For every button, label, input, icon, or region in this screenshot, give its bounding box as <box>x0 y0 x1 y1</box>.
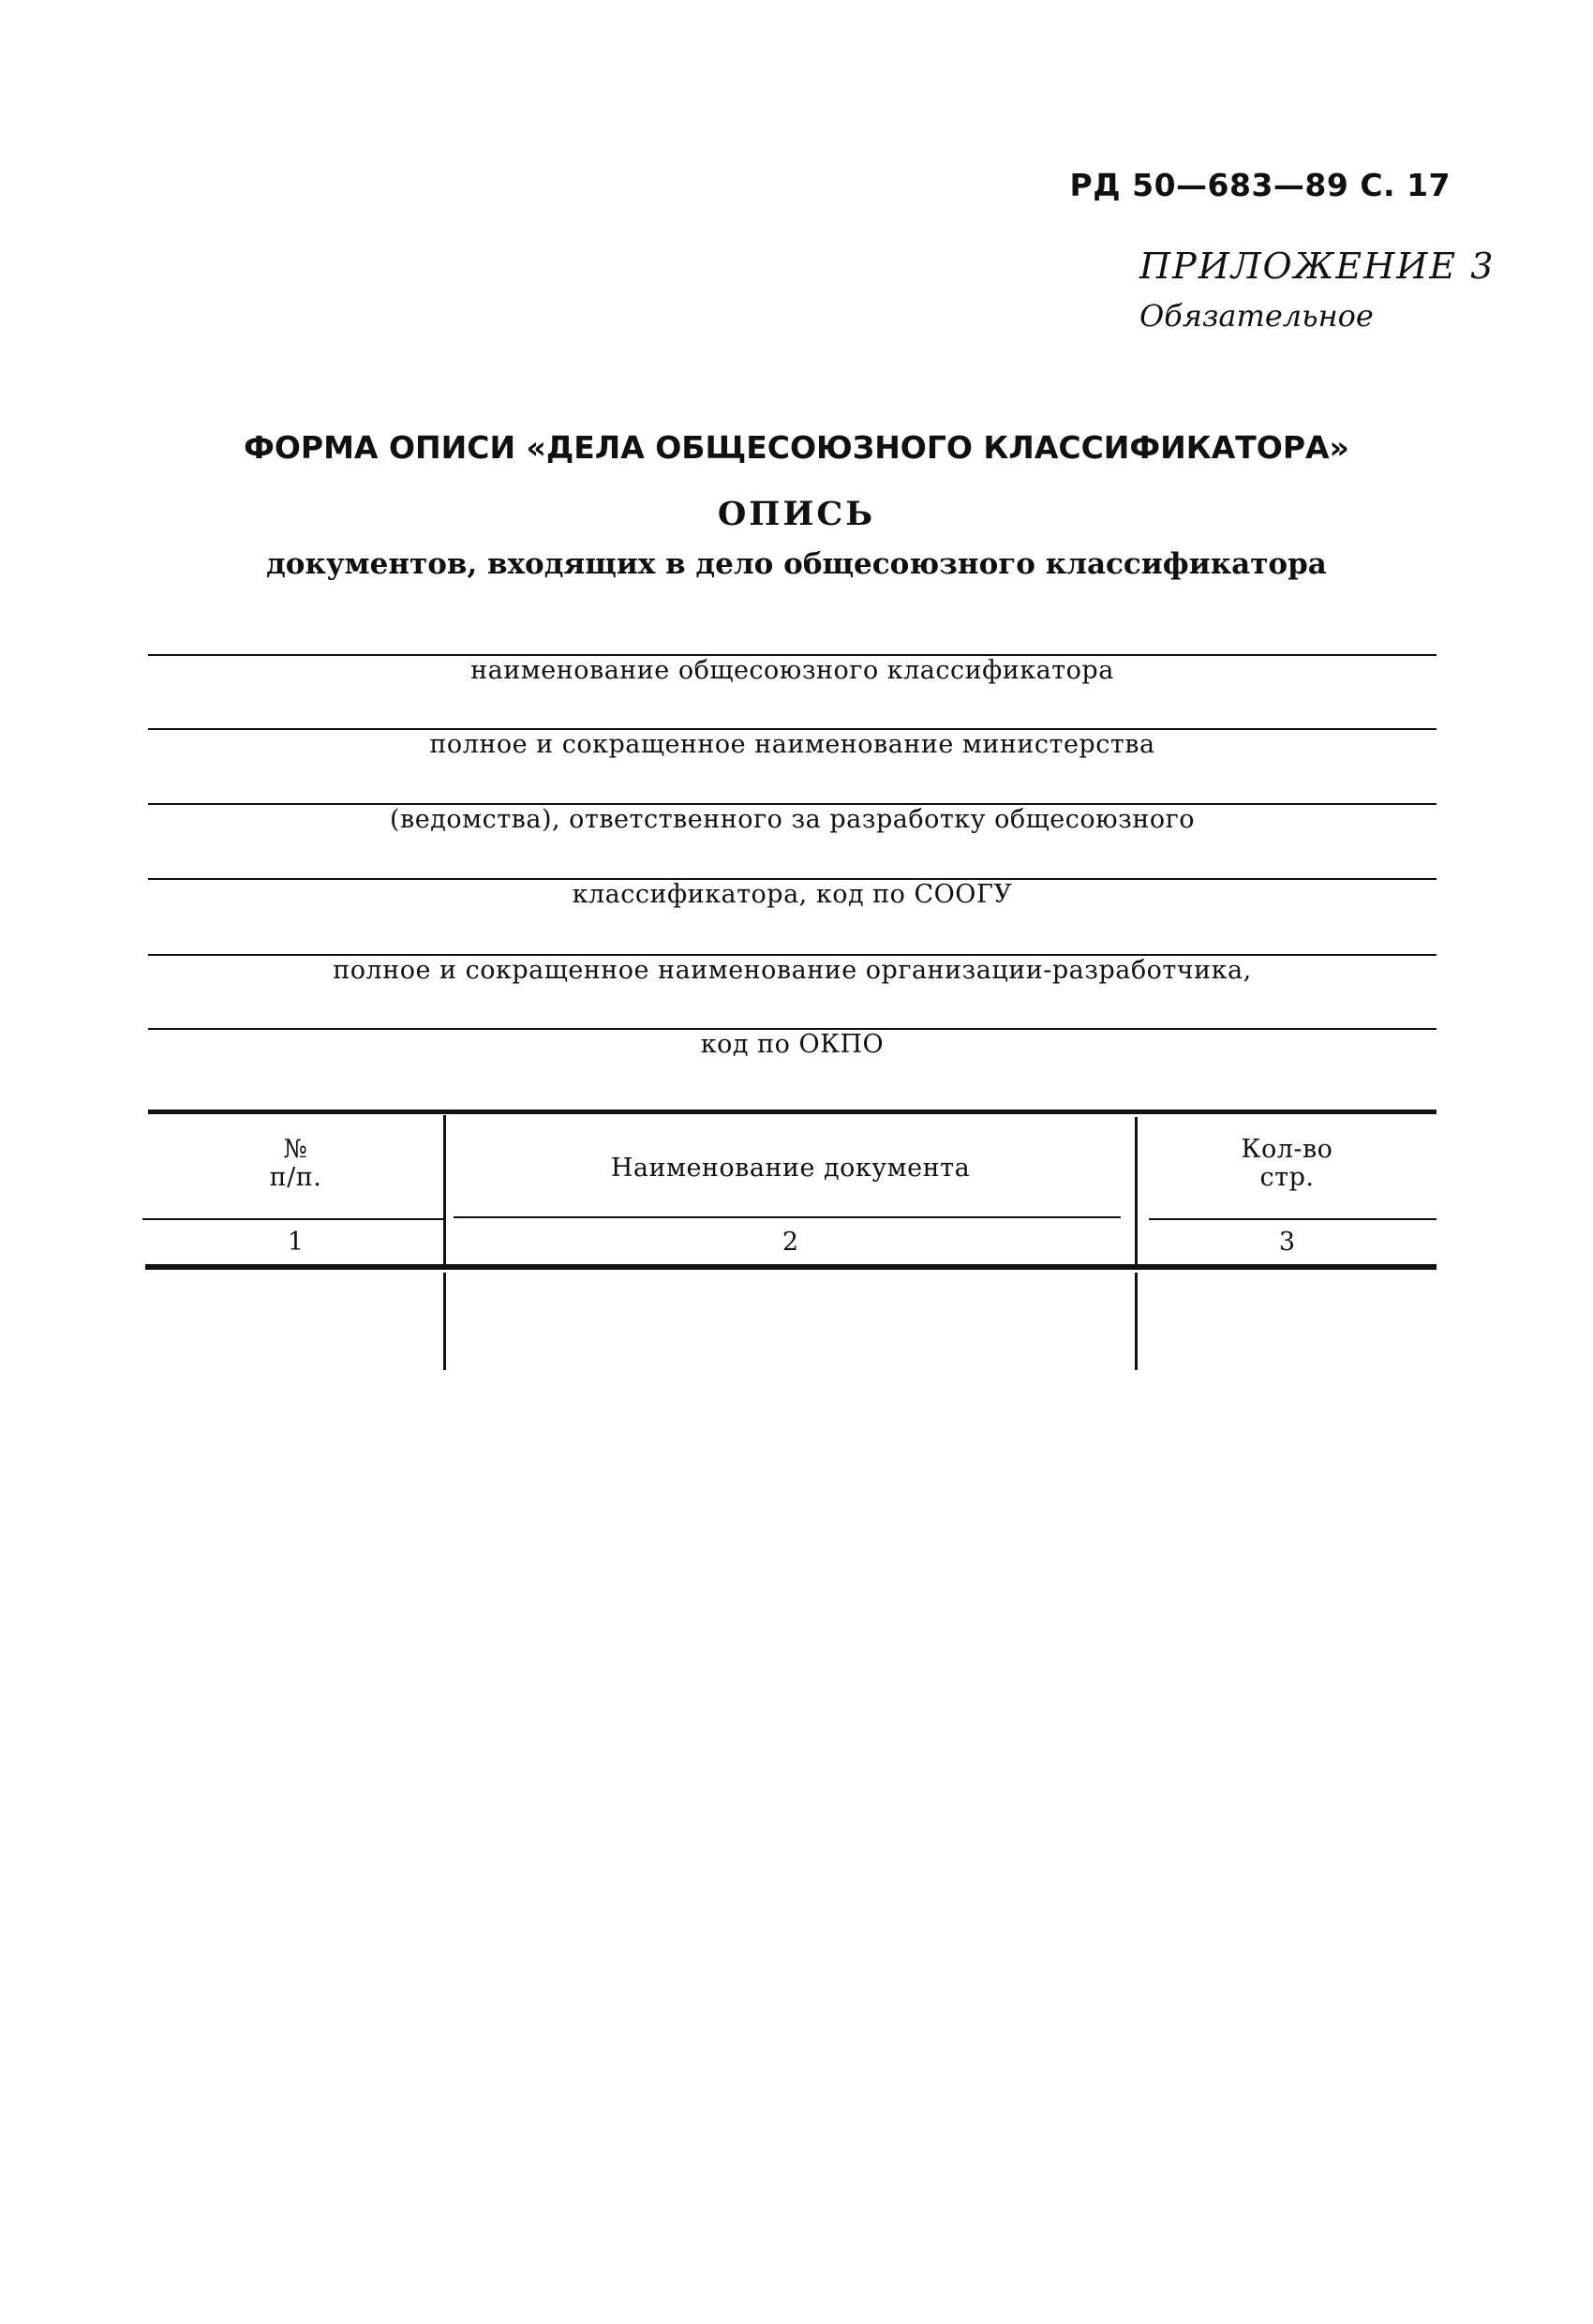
document-title: ОПИСЬ <box>717 495 876 533</box>
table-header-divider-col1 <box>142 1218 444 1220</box>
table-column-number-2: 2 <box>782 1228 799 1257</box>
field-caption-developer-name: полное и сокращенное наименование организации-разработчика, <box>333 956 1252 985</box>
table-top-border <box>148 1110 1437 1114</box>
field-caption-classifier-code: классификатора, код по СООГУ <box>572 880 1013 909</box>
table-header-divider-col2 <box>454 1216 1121 1218</box>
field-caption-ministry-name: полное и сокращенное наименование министерства <box>429 730 1155 759</box>
table-header-page-count <box>1138 1136 1437 1192</box>
document-reference: РД 50—683—89 С. 17 <box>1069 167 1451 203</box>
field-caption-ministry-responsible: (ведомства), ответственного за разработку общесоюзного <box>390 805 1195 834</box>
table-column-number-3: 3 <box>1278 1228 1296 1257</box>
form-title: ФОРМА ОПИСИ «ДЕЛА ОБЩЕСОЮЗНОГО КЛАССИФИКАТОРА» <box>244 429 1349 466</box>
field-caption-classifier-name: наименование общесоюзного классификатора <box>470 656 1114 685</box>
table-header-number <box>148 1136 443 1192</box>
field-caption-developer-code: код по ОКПО <box>700 1030 885 1059</box>
table-header-divider-col3 <box>1149 1218 1437 1220</box>
table-header-number-sign: № <box>283 1135 308 1164</box>
table-header-number-abbr: п/п. <box>269 1163 322 1192</box>
table-col-separator-2-body <box>1135 1273 1138 1370</box>
table-header-page-count-line2: стр. <box>1259 1163 1315 1192</box>
appendix-status: Обязательное <box>1139 298 1374 334</box>
table-col-separator-1-body <box>443 1273 446 1370</box>
appendix-title: ПРИЛОЖЕНИЕ 3 <box>1139 246 1496 287</box>
table-numbering-border <box>145 1264 1437 1270</box>
table-header-page-count-line1: Кол-во <box>1241 1135 1333 1164</box>
table-column-number-1: 1 <box>287 1228 305 1257</box>
document-subtitle: документов, входящих в дело общесоюзного классификатора <box>266 547 1327 581</box>
table-header-document-name: Наименование документа <box>610 1154 971 1183</box>
